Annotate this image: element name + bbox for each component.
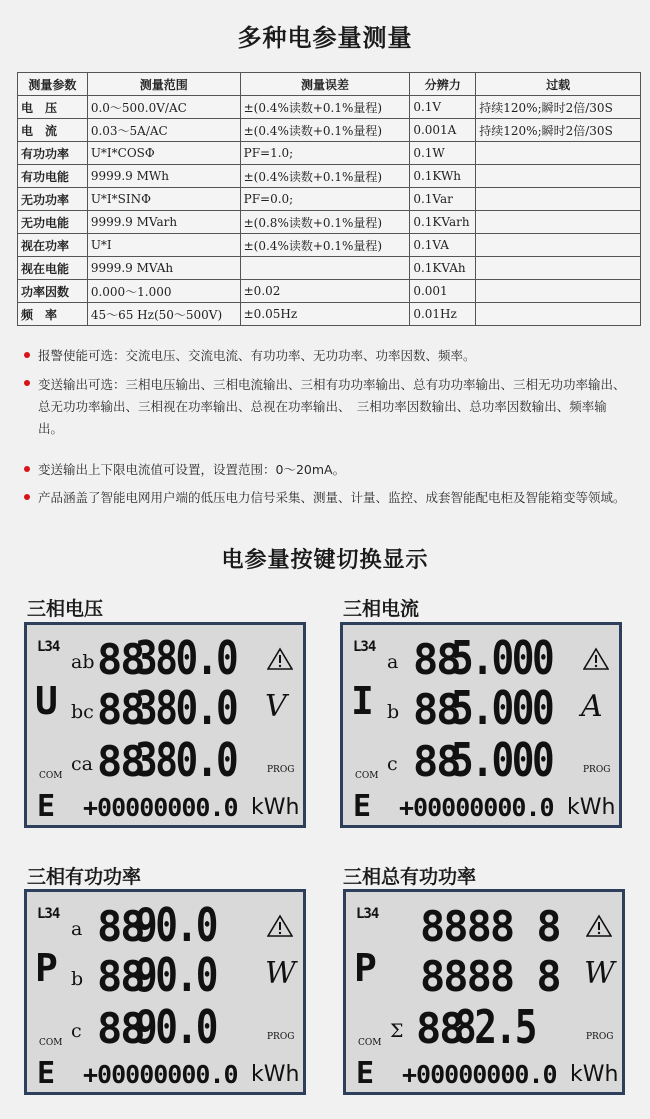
panel-title: 三相总有功功率: [343, 866, 477, 888]
segment-placeholder: 8888 8: [420, 902, 560, 951]
table-cell: ±(0.4%读数+0.1%量程): [240, 234, 410, 257]
table-cell: 9999.9 MVarh: [87, 211, 240, 234]
parameter-indicator: P: [35, 946, 58, 990]
table-cell: ±(0.4%读数+0.1%量程): [240, 119, 410, 142]
warning-icon: [583, 647, 609, 671]
com-indicator: COM: [355, 771, 379, 781]
segment-placeholder: 8888 8: [420, 952, 560, 1001]
prog-indicator: PROG: [267, 1032, 295, 1042]
table-cell: 0.03～5A/AC: [87, 119, 240, 142]
table-cell: 0.0～500.0V/AC: [87, 96, 240, 119]
table-cell: 0.1VA: [410, 234, 476, 257]
segment-placeholder: 88: [413, 737, 460, 786]
energy-unit: kWh: [251, 795, 300, 820]
warning-icon: [267, 914, 293, 938]
parameter-indicator: U: [35, 679, 58, 723]
table-cell: 视在功率: [18, 234, 88, 257]
phase-label: Σ: [390, 1020, 404, 1042]
phase-indicator: L34: [353, 639, 376, 655]
table-cell: [476, 188, 641, 211]
segment-placeholder: 88: [413, 685, 460, 734]
reading-value: 380.0: [135, 733, 237, 787]
com-indicator: COM: [39, 1038, 63, 1048]
segment-placeholder: 88: [97, 902, 144, 951]
table-cell: ±(0.4%读数+0.1%量程): [240, 96, 410, 119]
table-cell: 有功功率: [18, 142, 88, 165]
table-cell: 0.1KVAh: [410, 257, 476, 280]
table-row: [18, 96, 641, 119]
phase-label: bc: [71, 701, 94, 723]
table-cell: [476, 211, 641, 234]
warning-icon: [586, 914, 612, 938]
prog-indicator: PROG: [267, 765, 295, 775]
list-item: 报警使能可选：交流电压、交流电流、有功功率、无功功率、功率因数、频率。: [24, 346, 629, 366]
reading-value: 5.000: [451, 681, 553, 735]
energy-indicator: E: [353, 789, 372, 824]
segment-placeholder: 88: [97, 952, 144, 1001]
table-cell: 9999.9 MWh: [87, 165, 240, 188]
table-cell: 0.1KVarh: [410, 211, 476, 234]
energy-reading: +00000000.0: [402, 1060, 557, 1089]
table-header: 测量范围: [87, 73, 240, 96]
table-cell: 电 流: [18, 119, 88, 142]
table-cell: 无功电能: [18, 211, 88, 234]
table-cell: 视在电能: [18, 257, 88, 280]
energy-indicator: E: [37, 789, 56, 824]
phase-label: b: [387, 701, 400, 723]
segment-placeholder: 88: [416, 1004, 463, 1053]
table-cell: [476, 234, 641, 257]
table-header: 分辨力: [410, 73, 476, 96]
panel-title: 三相有功功率: [27, 866, 142, 888]
table-cell: [476, 165, 641, 188]
phase-indicator: L34: [37, 639, 60, 655]
table-cell: 0.01Hz: [410, 303, 476, 326]
table-row: [18, 165, 641, 188]
energy-reading: +00000000.0: [83, 793, 238, 822]
segment-placeholder: 88: [97, 737, 144, 786]
table-cell: U*I*SINΦ: [87, 188, 240, 211]
lcd-display: [24, 622, 306, 828]
table-cell: [476, 142, 641, 165]
phase-label: a: [387, 651, 399, 673]
phase-indicator: L34: [37, 906, 60, 922]
energy-unit: kWh: [570, 1062, 619, 1087]
unit-label: A: [581, 689, 603, 724]
reading-value: 90.0: [135, 1000, 217, 1054]
table-cell: 45～65 Hz(50～500V): [87, 303, 240, 326]
table-row: [18, 142, 641, 165]
reading-value: 90.0: [135, 898, 217, 952]
table-header: 测量参数: [18, 73, 88, 96]
table-cell: PF=1.0;: [240, 142, 410, 165]
table-cell: 频 率: [18, 303, 88, 326]
energy-unit: kWh: [567, 795, 616, 820]
unit-label: W: [265, 956, 296, 991]
table-header: 过载: [476, 73, 641, 96]
table-cell: 电 压: [18, 96, 88, 119]
energy-reading: +00000000.0: [399, 793, 554, 822]
table-row: [18, 211, 641, 234]
spec-table: [17, 72, 641, 326]
phase-label: c: [387, 753, 398, 775]
table-cell: 持续120%;瞬时2倍/30S: [476, 96, 641, 119]
reading-value: 380.0: [135, 631, 237, 685]
table-row: [18, 280, 641, 303]
table-row: [18, 257, 641, 280]
table-cell: ±0.02: [240, 280, 410, 303]
table-cell: ±(0.4%读数+0.1%量程): [240, 165, 410, 188]
table-cell: ±0.05Hz: [240, 303, 410, 326]
panel-title: 三相电压: [27, 598, 104, 620]
table-cell: 0.001: [410, 280, 476, 303]
table-cell: 0.000～1.000: [87, 280, 240, 303]
phase-indicator: L34: [356, 906, 379, 922]
table-cell: 0.1Var: [410, 188, 476, 211]
com-indicator: COM: [358, 1038, 382, 1048]
parameter-indicator: I: [351, 679, 374, 723]
reading-value: 5.000: [451, 733, 553, 787]
com-indicator: COM: [39, 771, 63, 781]
lcd-display: [24, 889, 306, 1095]
energy-unit: kWh: [251, 1062, 300, 1087]
table-cell: 无功功率: [18, 188, 88, 211]
list-item: 变送输出上下限电流值可设置，设置范围：0～20mA。: [24, 460, 629, 480]
table-cell: ±(0.8%读数+0.1%量程): [240, 211, 410, 234]
table-row: [18, 303, 641, 326]
table-cell: 功率因数: [18, 280, 88, 303]
table-cell: 9999.9 MVAh: [87, 257, 240, 280]
table-cell: [476, 280, 641, 303]
energy-indicator: E: [356, 1056, 375, 1091]
segment-placeholder: 88: [97, 635, 144, 684]
energy-indicator: E: [37, 1056, 56, 1091]
prog-indicator: PROG: [586, 1032, 614, 1042]
segment-placeholder: 88: [97, 685, 144, 734]
table-cell: [476, 257, 641, 280]
table-row: [18, 234, 641, 257]
table-cell: PF=0.0;: [240, 188, 410, 211]
page-title-measurement: 多种电参量测量: [237, 24, 413, 52]
table-cell: 0.1V: [410, 96, 476, 119]
phase-label: ab: [71, 651, 95, 673]
energy-reading: +00000000.0: [83, 1060, 238, 1089]
table-cell: U*I*COSΦ: [87, 142, 240, 165]
table-cell: [240, 257, 410, 280]
table-cell: 0.001A: [410, 119, 476, 142]
table-cell: 0.1W: [410, 142, 476, 165]
reading-value: 82.5: [454, 1000, 536, 1054]
phase-label: ca: [71, 753, 93, 775]
table-cell: U*I: [87, 234, 240, 257]
segment-placeholder: 88: [413, 635, 460, 684]
unit-label: V: [265, 689, 287, 724]
table-header-row: [18, 73, 641, 96]
section-title-display: 电参量按键切换显示: [221, 548, 429, 573]
phase-label: b: [71, 968, 84, 990]
table-cell: [476, 303, 641, 326]
table-row: [18, 119, 641, 142]
table-cell: 有功电能: [18, 165, 88, 188]
reading-value: 90.0: [135, 948, 217, 1002]
lcd-display: [340, 622, 622, 828]
unit-label: W: [584, 956, 615, 991]
table-cell: 0.1KWh: [410, 165, 476, 188]
lcd-display: [343, 889, 625, 1095]
segment-placeholder: 88: [97, 1004, 144, 1053]
list-item: 产品涵盖了智能电网用户端的低压电力信号采集、测量、计量、监控、成套智能配电柜及智能箱变等领域。: [24, 488, 629, 508]
phase-label: c: [71, 1020, 82, 1042]
phase-label: a: [71, 918, 83, 940]
reading-value: 380.0: [135, 681, 237, 735]
table-row: [18, 188, 641, 211]
prog-indicator: PROG: [583, 765, 611, 775]
list-item: 变送输出可选：三相电压输出、三相电流输出、三相有功功率输出、总有功功率输出、三相无功功率输出、总无功功率输出、三相视在功率输出、总视在功率输出、 三相功率因数输出、总功率因数输出、频率输出。: [24, 374, 629, 440]
table-cell: 持续120%;瞬时2倍/30S: [476, 119, 641, 142]
reading-value: 5.000: [451, 631, 553, 685]
parameter-indicator: P: [354, 946, 377, 990]
table-header: 测量误差: [240, 73, 410, 96]
warning-icon: [267, 647, 293, 671]
panel-title: 三相电流: [343, 598, 420, 620]
